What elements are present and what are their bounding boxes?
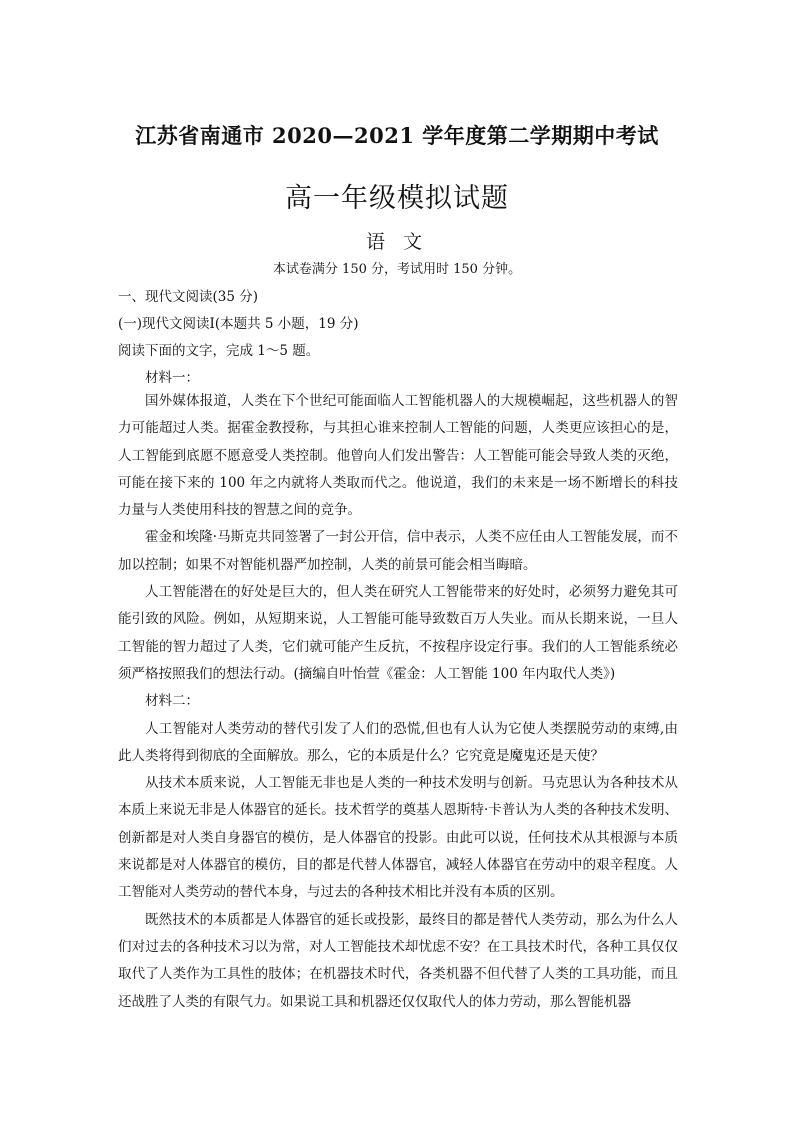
section-subheading: (一)现代文阅读Ⅰ(本题共 5 小题，19 分) [118,316,359,332]
exam-note: 本试卷满分 150 分，考试用时 150 分钟。 [272,262,522,277]
material-two-label: 材料二： [145,693,199,710]
material-one-paragraph-2: 霍金和埃隆·马斯克共同签署了一封公开信，信中表示，人类不应任由人工智能发展，而不加以控制；如果不对智能机器严加控制，人类的前景可能会相当晦暗。 [118,529,678,573]
material-two-paragraph-3: 既然技术的本质都是人体器官的延长或投影，最终目的都是替代人类劳动，那么为什么人们对过去的各种技术习以为常，对人工智能技术却忧虑不安？在工具技术时代，各种工具仅仅取代了人类作为工具性的肢体；在机器技术时代，各类机器不但代替了人类的工具功能，而且还战胜了人类的有限气力。如果说工具和机器还仅仅取代人的体力劳动，那么智能机器 [118,911,678,1010]
exam-subtitle: 高一年级模拟试题 [285,183,509,214]
subject-title: 语 文 [365,231,429,253]
reading-instruction: 阅读下面的文字，完成 1～5 题。 [118,343,320,359]
material-two-paragraph-2: 从技术本质来说，人工智能无非也是人类的一种技术发明与创新。马克思认为各种技术从本质上来说无非是人体器官的延长。技术哲学的奠基人恩斯特·卡普认为人类的各种技术发明、创新都是对人类自身器官的模仿，是人体器官的投影。由此可以说，任何技术从其根源与本质来说都是对人体器官的模仿，目的都是代替人体器官，减轻人体器官在劳动中的艰辛程度。人工智能对人类劳动的替代本身，与过去的各种技术相比并没有本质的区别。 [118,775,678,901]
exam-title: 江苏省南通市 2020—2021 学年度第二学期期中考试 [135,123,659,148]
material-one-paragraph-3: 人工智能潜在的好处是巨大的，但人类在研究人工智能带来的好处时，必须努力避免其可能引致的风险。例如，从短期来说，人工智能可能导致数百万人失业。而从长期来说，一旦人工智能的智力超过了人类，它们就可能产生反抗，不按程序设定行事。我们的人工智能系统必须严格按照我们的想法行动。(摘编自叶怡萱《霍金：人工智能 100 年内取代人类》) [118,584,678,682]
reading-text [118,388,678,1016]
material-one-label: 材料一： [145,370,199,386]
material-two-paragraph-1: 人工智能对人类劳动的替代引发了人们的恐慌,但也有人认为它使人类摆脱劳动的束缚,由此人类将得到彻底的全面解放。那么，它的本质是什么？它究竟是魔鬼还是天使？ [118,720,678,764]
section-heading: 一、现代文阅读(35 分) [118,289,259,305]
material-one-paragraph-1: 国外媒体报道，人类在下个世纪可能面临人工智能机器人的大规模崛起，这些机器人的智力可能超过人类。据霍金教授称，与其担心谁来控制人工智能的问题，人类更应该担心的是，人工智能到底愿不愿意受人类控制。他曾向人们发出警告：人工智能可能会导致人类的灭绝，可能在接下来的 100 年之内就将人类取而代之。他说道，我们的未来是一场不断增长的科技力量与人类使用科技的智慧之间的竞争。 [118,393,678,519]
